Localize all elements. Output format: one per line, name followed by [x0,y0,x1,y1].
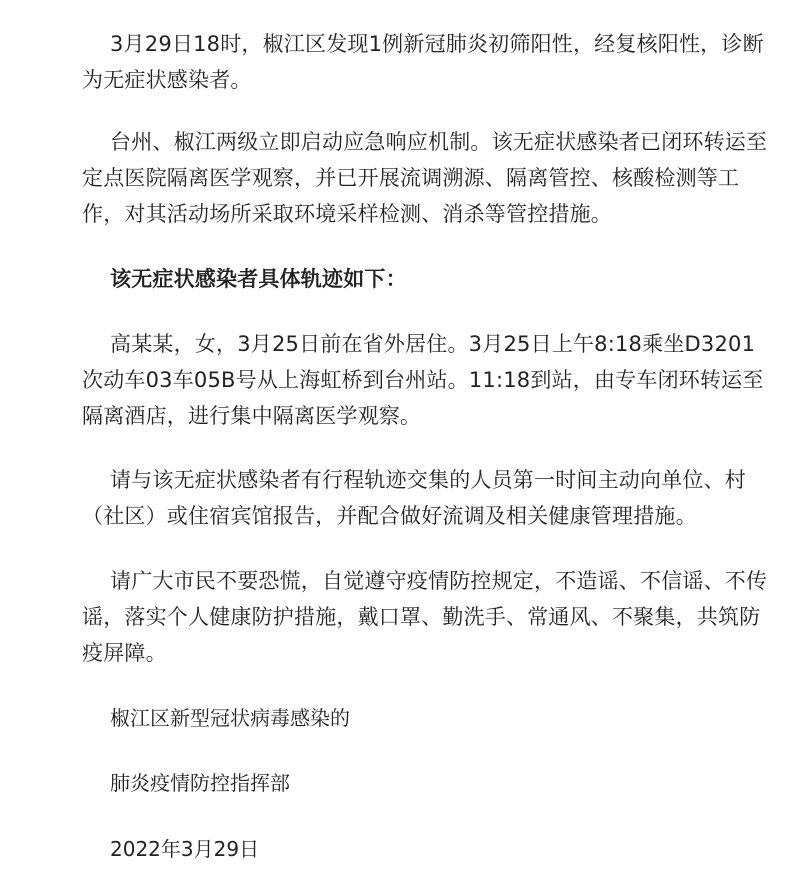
signature-date: 2022年3月29日 [110,837,260,861]
signature-org-line-1: 椒江区新型冠状病毒感染的 [110,706,350,730]
signature-org-line-2: 肺炎疫情防控指挥部 [110,771,290,795]
paragraph-public-advice: 请广大市民不要恐慌，自觉遵守疫情防控规定，不造谣、不信谣、不传谣，落实个人健康防护措施，戴口罩、勤洗手、常通风、不聚集，共筑防疫屏障。 [82,569,768,665]
paragraph-emergency-response: 台州、椒江两级立即启动应急响应机制。该无症状感染者已闭环转运至定点医院隔离医学观察，并已开展流调溯源、隔离管控、核酸检测等工作，对其活动场所采取环境采样检测、消杀等管控措施。 [82,130,768,226]
paragraph-trajectory-details: 高某某，女，3月25日前在省外居住。3月25日上午8:18乘坐D3201次动车03车05B号从上海虹桥到台州站。11:18到站，由专车闭环转运至隔离酒店，进行集中隔离医学观察。 [82,332,764,428]
paragraph-trajectory-heading: 该无症状感染者具体轨迹如下： [110,267,407,291]
paragraph-report-request: 请与该无症状感染者有行程轨迹交集的人员第一时间主动向单位、村（社区）或住宿宾馆报告，并配合做好流调及相关健康管理措施。 [82,468,746,528]
paragraph-case-report: 3月29日18时，椒江区发现1例新冠肺炎初筛阳性，经复核阳性，诊断为无症状感染者。 [82,32,764,92]
